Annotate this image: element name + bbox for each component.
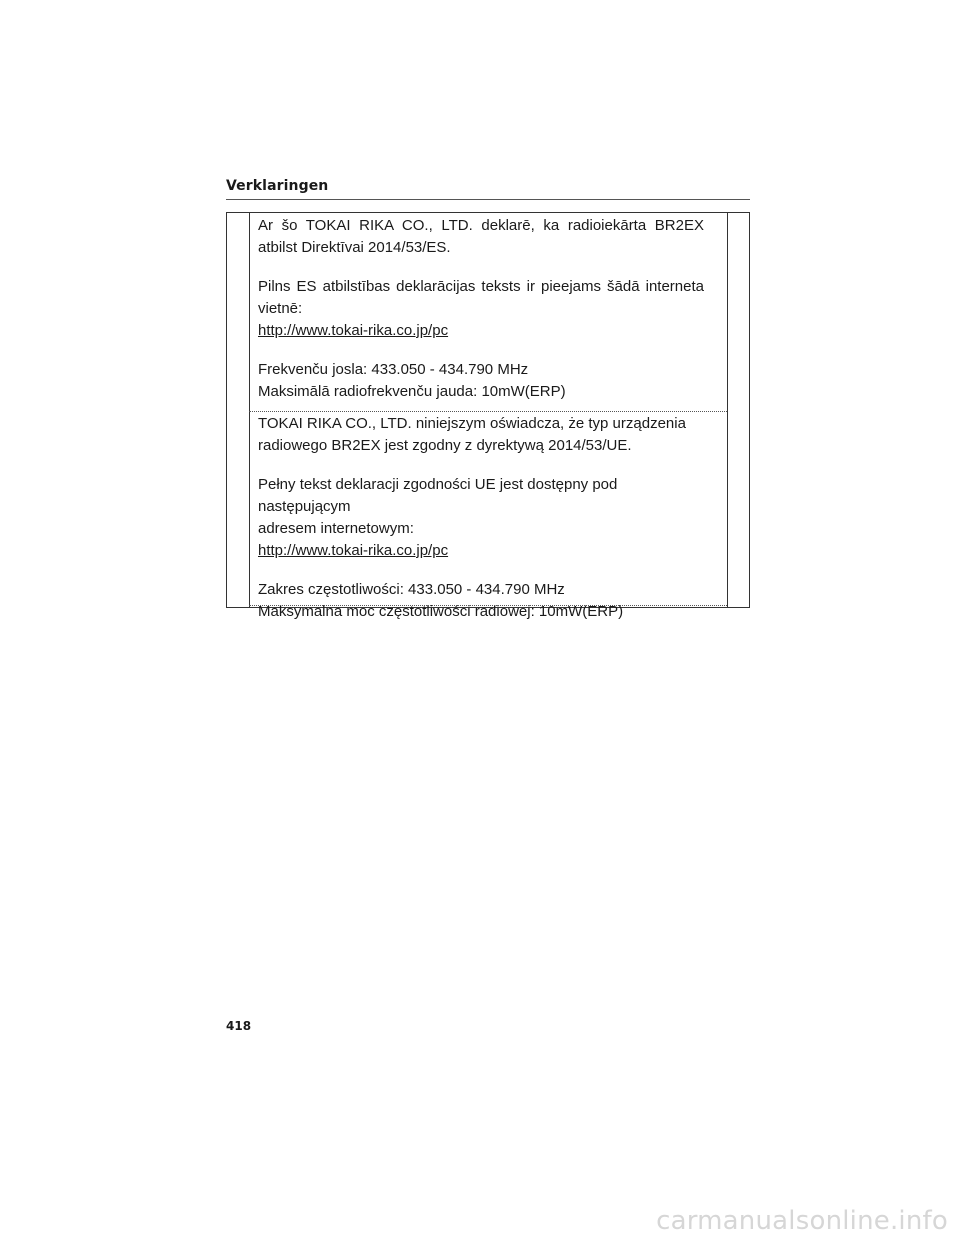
section-title-rule [226, 199, 750, 200]
declaration-availability: Pilns ES atbilstības deklarācijas teksts ir pieejams šādā interneta vietnē: [258, 278, 704, 317]
declaration-statement-line: radiowego BR2EX jest zgodny z dyrektywą 2014/53/UE. [258, 437, 632, 454]
declaration-url-link[interactable]: http://www.tokai-rika.co.jp/pc [258, 322, 449, 339]
watermark: carmanualsonline.info [656, 1206, 948, 1236]
declaration-availability-line: adresem internetowym: [258, 520, 414, 537]
declaration-url-link[interactable]: http://www.tokai-rika.co.jp/pc [258, 542, 449, 559]
declaration-separator [249, 605, 727, 606]
table-left-margin-line [249, 213, 250, 607]
section-title: Verklaringen [226, 178, 329, 194]
declarations-table [226, 212, 750, 620]
declaration-frequency: Zakres częstotliwości: 433.050 - 434.790 MHz [258, 581, 565, 598]
declaration-frequency: Frekvenču josla: 433.050 - 434.790 MHz [258, 361, 529, 378]
declaration-power: Maksymalna moc częstotliwości radiowej: 10mW(ERP) [258, 603, 624, 620]
declaration-power: Maksimālā radiofrekvenču jauda: 10mW(ERP) [258, 383, 566, 400]
declaration-availability-line: Pełny tekst deklaracji zgodności UE jest dostępny pod następującym [258, 476, 618, 515]
declaration-latvian [258, 215, 704, 403]
declaration-polish [258, 413, 704, 623]
table-right-margin-line [727, 213, 728, 607]
declaration-statement: Ar šo TOKAI RIKA CO., LTD. deklarē, ka radioiekārta BR2EX atbilst Direktīvai 2014/53/ES. [258, 217, 704, 256]
declaration-separator [249, 411, 727, 412]
declaration-statement-line: TOKAI RIKA CO., LTD. niniejszym oświadcza, że typ urządzenia [258, 415, 686, 432]
page-number: 418 [226, 1019, 252, 1033]
